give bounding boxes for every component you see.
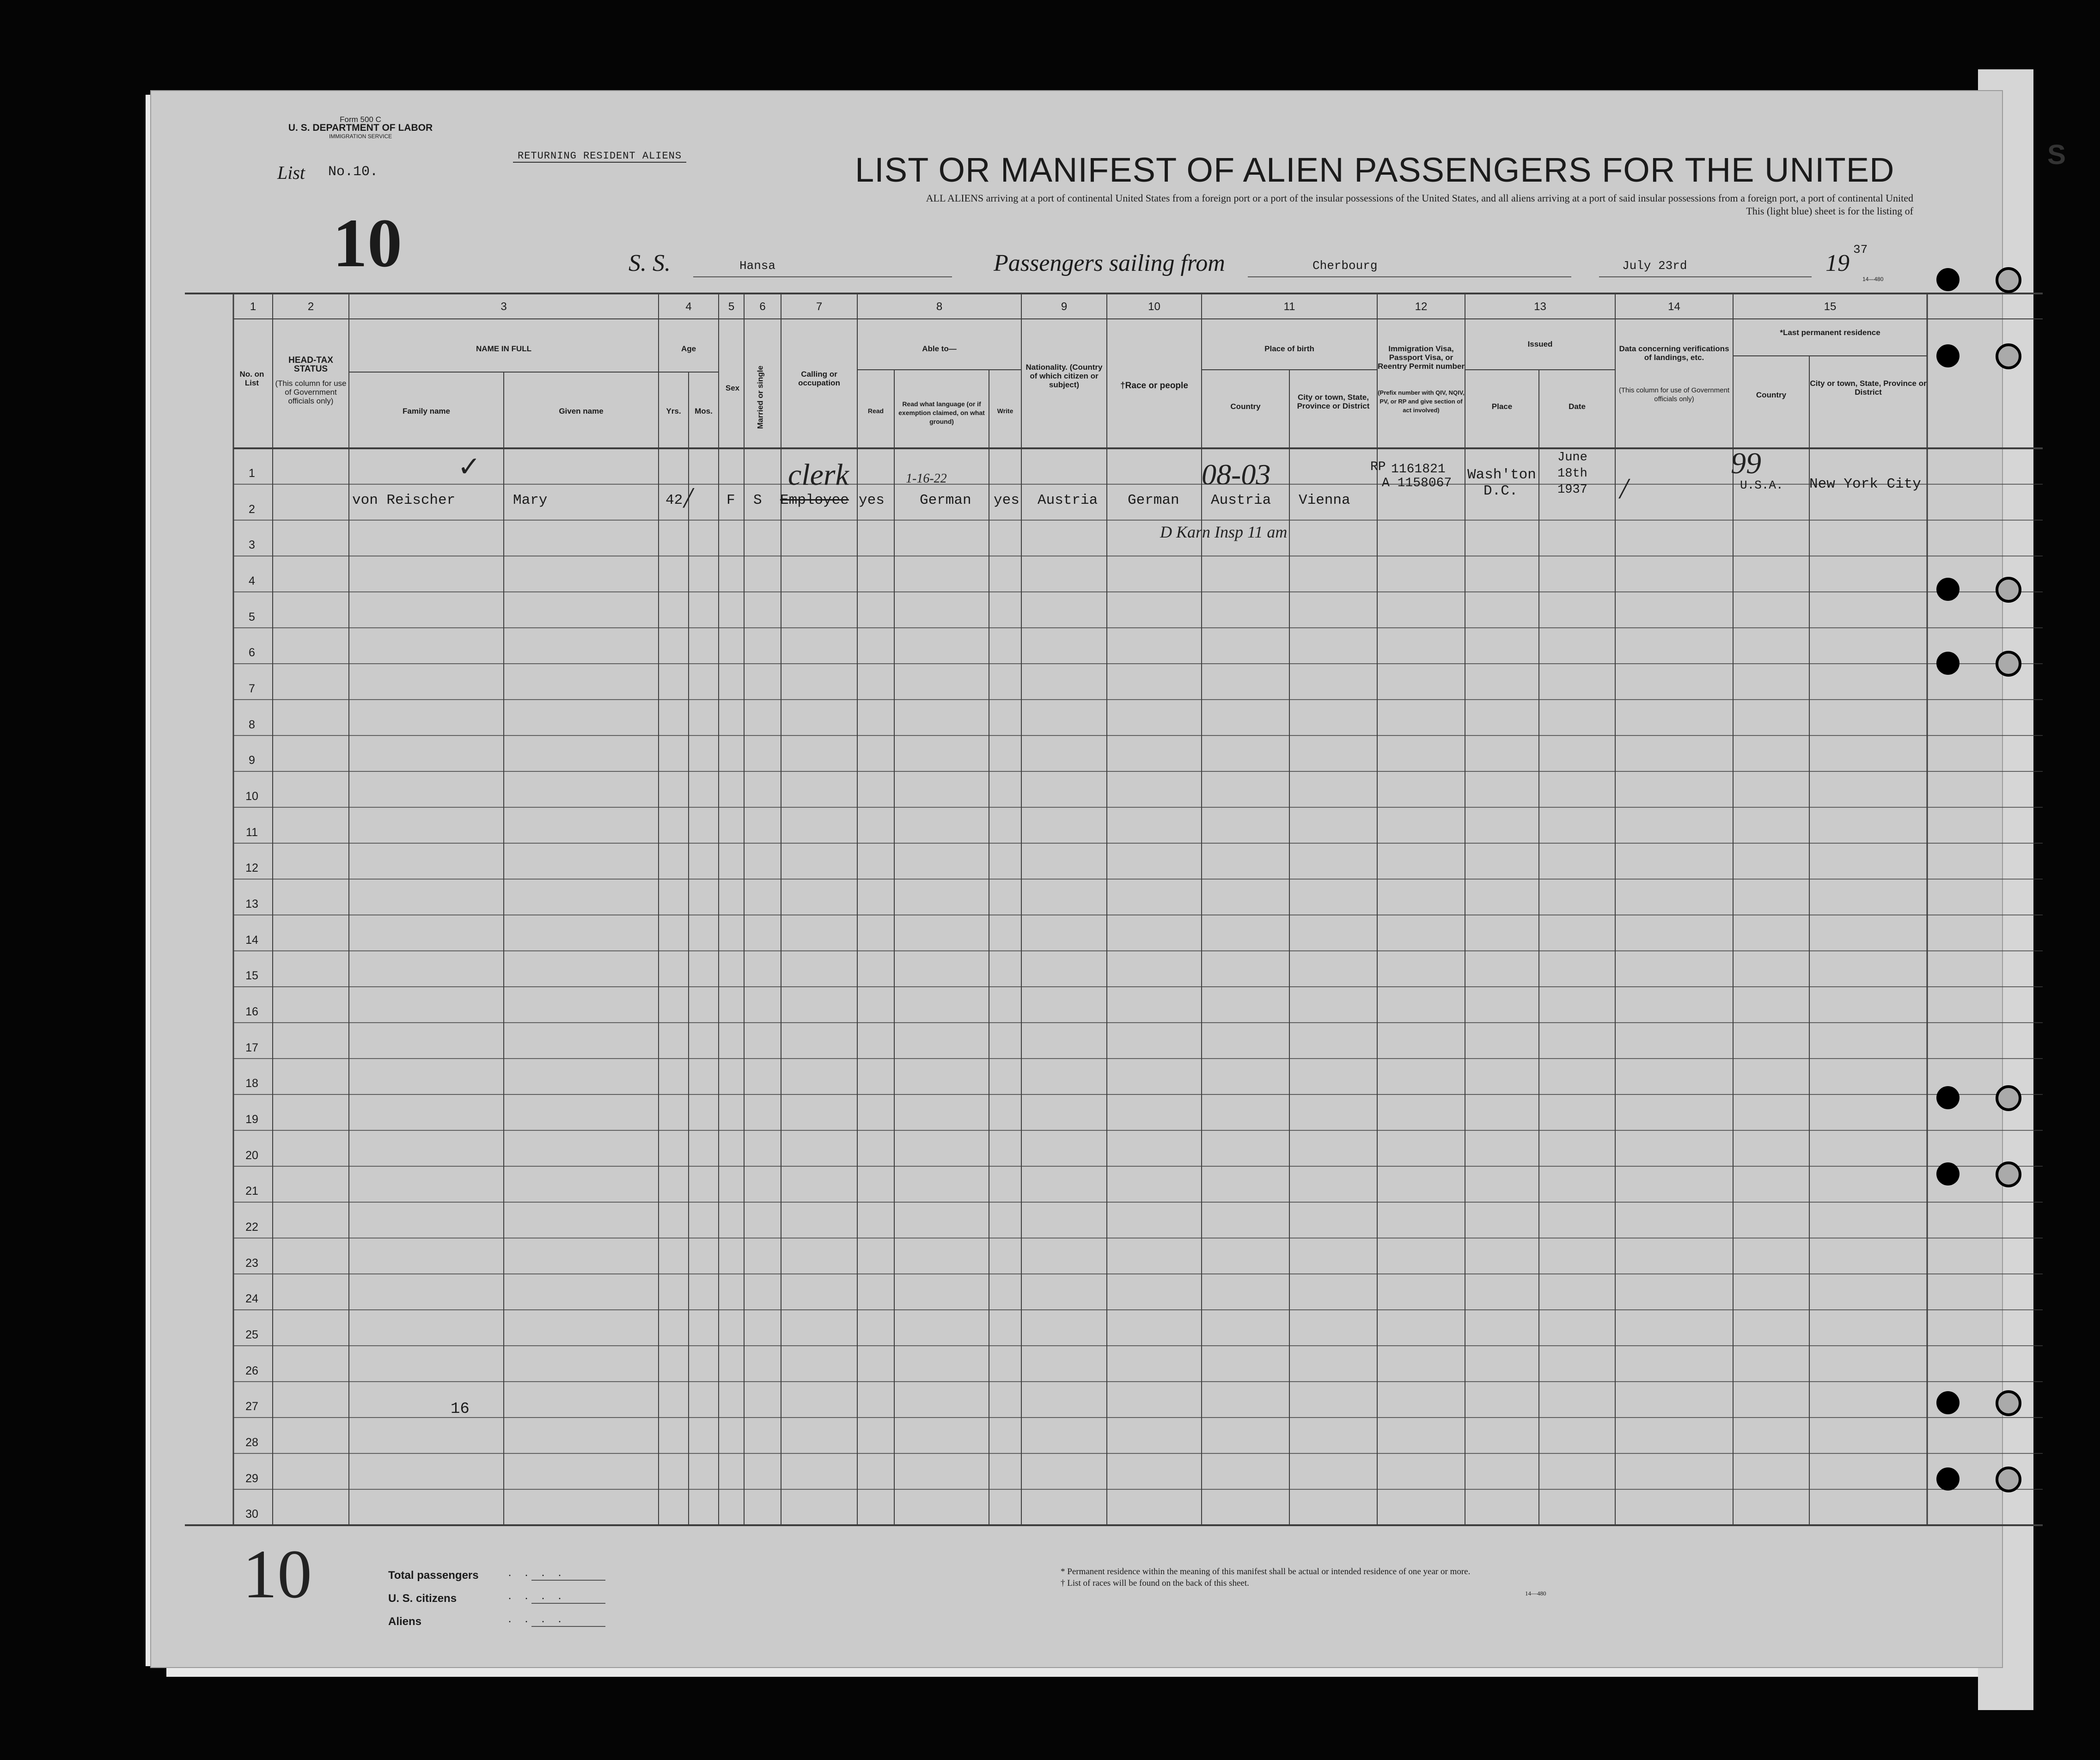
col-verifications: Data concerning verifications of landings, etc. [1619, 344, 1729, 362]
row-number: 15 [245, 969, 258, 983]
column-number: 14 [1668, 300, 1680, 313]
col-residence-country: Country [1756, 391, 1787, 399]
entry-read: yes [859, 492, 885, 508]
binding-hole [1936, 1467, 1960, 1491]
row-number: 13 [245, 898, 258, 911]
row-number: 30 [245, 1508, 258, 1521]
row-number: 23 [245, 1256, 258, 1270]
binding-hole [1936, 1086, 1960, 1109]
corner-code: 14—480 [1862, 276, 1884, 282]
col-birth-city: City or town, State, Province or District [1297, 393, 1370, 410]
leader-dots-1: . . . . [508, 1567, 567, 1579]
footnote-races: † List of races will be found on the back of this sheet. [1061, 1578, 1249, 1588]
binding-ring-hole [1996, 1467, 2021, 1492]
col-issued-date: Date [1569, 402, 1586, 411]
col-no-on-list: No. on List [239, 370, 264, 387]
leader-dots-2: . . . . [508, 1590, 567, 1602]
entry-issued-date-1: June [1557, 451, 1587, 464]
sailing-date: July 23rd [1622, 259, 1687, 273]
entry-visa-prefix: RP [1370, 460, 1386, 474]
row-number: 16 [245, 1005, 258, 1018]
service-name: IMMIGRATION SERVICE [329, 133, 392, 140]
margin-number: 10 [243, 1536, 312, 1613]
row-number: 25 [245, 1328, 258, 1341]
column-number: 5 [728, 300, 735, 313]
row-number: 28 [245, 1436, 258, 1449]
leader-dots-3: . . . . [508, 1613, 567, 1625]
binding-hole [1936, 344, 1960, 367]
entry-occupation-handwritten: clerk [788, 458, 849, 492]
language-annotation: 1-16-22 [906, 471, 947, 486]
aliens-label: Aliens [388, 1615, 422, 1628]
row-number: 29 [245, 1472, 258, 1485]
inspector-note: D Karn Insp 11 am [1160, 523, 1288, 541]
col-race: †Race or people [1120, 381, 1188, 391]
footnote-permanent-residence: * Permanent residence within the meaning of this manifest shall be actual or intended residence of one year or more. [1061, 1567, 1471, 1577]
col-name-in-full: NAME IN FULL [476, 344, 531, 353]
list-number-large: 10 [333, 205, 402, 281]
entry-visa-number-1: 1161821 [1391, 462, 1446, 477]
column-number: 1 [250, 300, 256, 313]
row-number: 10 [245, 790, 258, 803]
row-number: 27 [245, 1400, 258, 1413]
col-calling: Calling or occupation [798, 370, 840, 387]
list-number-typed: No.10. [328, 164, 378, 180]
row-number: 21 [245, 1185, 258, 1198]
subtitle-line-2: This (light blue) sheet is for the listing of [1746, 205, 1913, 217]
col-immigration-visa: Immigration Visa, Passport Visa, or Reentry Permit number [1378, 344, 1465, 371]
checkmark-icon: ✓ [458, 452, 481, 482]
col-head-tax: HEAD-TAX STATUS [288, 355, 333, 374]
category-label: RETURNING RESIDENT ALIENS [513, 150, 686, 163]
entry-family-name: von Reischer [352, 492, 456, 508]
row-number: 9 [249, 754, 255, 767]
ship-label: S. S. [629, 250, 671, 276]
entry-sex: F [726, 492, 735, 508]
row-number: 6 [249, 646, 255, 660]
entry-marital: S [753, 492, 762, 508]
col-issued: Issued [1527, 340, 1553, 348]
col-read: Read [867, 407, 884, 415]
binding-ring-hole [1996, 651, 2021, 677]
column-number: 10 [1148, 300, 1160, 313]
column-number: 9 [1061, 300, 1068, 313]
col-age-yrs: Yrs. [666, 407, 681, 416]
entry-write: yes [994, 492, 1019, 508]
row-number: 11 [246, 825, 258, 839]
col-birth-country: Country [1230, 402, 1261, 411]
col-last-residence: *Last permanent residence [1780, 328, 1880, 337]
entry-given-name: Mary [513, 492, 548, 508]
row-number: 1 [249, 467, 255, 480]
subtitle-line-1: ALL ALIENS arriving at a port of continental United States from a foreign port or a port of the insular possessions of the United States, and all aliens arriving at a port of said insular possessions from a foreign port, a port of continental United [926, 192, 1913, 204]
row-number: 22 [245, 1221, 258, 1234]
col-place-of-birth: Place of birth [1264, 344, 1314, 353]
column-number: 12 [1415, 300, 1428, 313]
col-age: Age [681, 344, 696, 353]
binding-ring-hole [1996, 1161, 2021, 1187]
entry-birth-country: Austria [1211, 492, 1271, 508]
birth-annotation: 08-03 [1202, 458, 1271, 491]
col-age-mos: Mos. [695, 407, 713, 416]
binding-ring-hole [1996, 1390, 2021, 1416]
list-label: List [277, 162, 305, 183]
binding-hole [1936, 578, 1960, 601]
column-number: 11 [1283, 300, 1295, 313]
footer-code: 14—480 [1525, 1590, 1546, 1597]
col-marital: Married or single [756, 366, 765, 429]
row28-number: 16 [451, 1400, 470, 1418]
row-number: 17 [245, 1041, 258, 1054]
facing-page-fragment: S [2047, 139, 2066, 170]
residence-annotation: 99 [1731, 446, 1761, 480]
entry-issued-place-1: Wash'ton [1467, 467, 1536, 483]
entry-age: 42 [665, 492, 683, 508]
binding-hole [1936, 268, 1960, 291]
sailing-port: Cherbourg [1312, 259, 1378, 273]
binding-ring-hole [1996, 1085, 2021, 1111]
row-number: 12 [245, 862, 258, 875]
form-number: Form 500 C [340, 115, 381, 124]
total-passengers-label: Total passengers [388, 1569, 479, 1582]
entry-issued-date-3: 1937 [1557, 483, 1587, 497]
row-number: 4 [249, 574, 255, 587]
col-visa-note: (Prefix number with QIV, NQIV, PV, or RP and give section of act involved) [1378, 389, 1465, 414]
row-number: 14 [245, 933, 258, 947]
column-number: 4 [685, 300, 692, 313]
year-prefix: 19 [1825, 250, 1850, 276]
entry-race: German [1128, 492, 1179, 508]
column-number: 6 [759, 300, 766, 313]
entry-occupation-typed: Employee [780, 492, 849, 508]
binding-ring-hole [1996, 267, 2021, 293]
row-number: 5 [249, 610, 255, 623]
entry-residence-country: U.S.A. [1740, 478, 1783, 492]
verification-slash-mark: / [1620, 472, 1628, 505]
column-number: 7 [816, 300, 823, 313]
row-number: 19 [245, 1113, 258, 1126]
binding-hole [1936, 652, 1960, 675]
year-suffix: 37 [1853, 243, 1868, 257]
page-title: LIST OR MANIFEST OF ALIEN PASSENGERS FOR THE UNITED [855, 151, 1895, 189]
us-citizens-label: U. S. citizens [388, 1592, 457, 1605]
col-write: Write [997, 407, 1013, 415]
entry-language: German [920, 492, 971, 508]
ship-name: Hansa [739, 259, 776, 273]
sailing-label: Passengers sailing from [994, 250, 1225, 276]
row-number: 8 [249, 718, 255, 731]
col-read-language: Read what language (or if exemption claimed, on what ground) [898, 400, 985, 425]
binding-hole [1936, 1391, 1960, 1414]
row-number: 2 [249, 502, 255, 516]
binding-ring-hole [1996, 577, 2021, 603]
col-nationality: Nationality. (Country of which citizen or subject) [1026, 363, 1103, 389]
col-verifications-note: (This column for use of Government officials only) [1618, 386, 1730, 403]
row-number: 18 [245, 1077, 258, 1090]
entry-residence-city: New York City [1809, 476, 1921, 492]
col-family-name: Family name [403, 407, 450, 416]
row-number: 24 [245, 1292, 258, 1306]
col-given-name: Given name [559, 407, 604, 416]
column-number: 15 [1824, 300, 1837, 313]
column-number: 2 [307, 300, 314, 313]
col-able-to: Able to— [922, 344, 957, 353]
column-number: 3 [501, 300, 507, 313]
row-number: 20 [245, 1149, 258, 1162]
binding-ring-hole [1996, 343, 2021, 369]
column-number: 8 [936, 300, 943, 313]
column-number: 13 [1534, 300, 1546, 313]
binding-hole [1936, 1162, 1960, 1186]
entry-nationality: Austria [1038, 492, 1098, 508]
department-name: U. S. DEPARTMENT OF LABOR [288, 122, 433, 133]
entry-issued-date-2: 18th [1557, 467, 1587, 481]
row-number: 3 [249, 538, 255, 552]
row-number: 7 [249, 682, 255, 695]
entry-issued-place-2: D.C. [1483, 483, 1518, 499]
col-issued-place: Place [1491, 402, 1513, 411]
col-head-tax-note: (This column for use of Government officials only) [275, 379, 347, 405]
col-sex: Sex [725, 384, 740, 392]
row-number: 26 [245, 1364, 258, 1377]
entry-visa-number-2: A 1158067 [1382, 476, 1452, 490]
entry-birth-city: Vienna [1299, 492, 1350, 508]
age-slash-mark: / [684, 481, 692, 514]
col-residence-city: City or town, State, Province or District [1810, 379, 1927, 397]
